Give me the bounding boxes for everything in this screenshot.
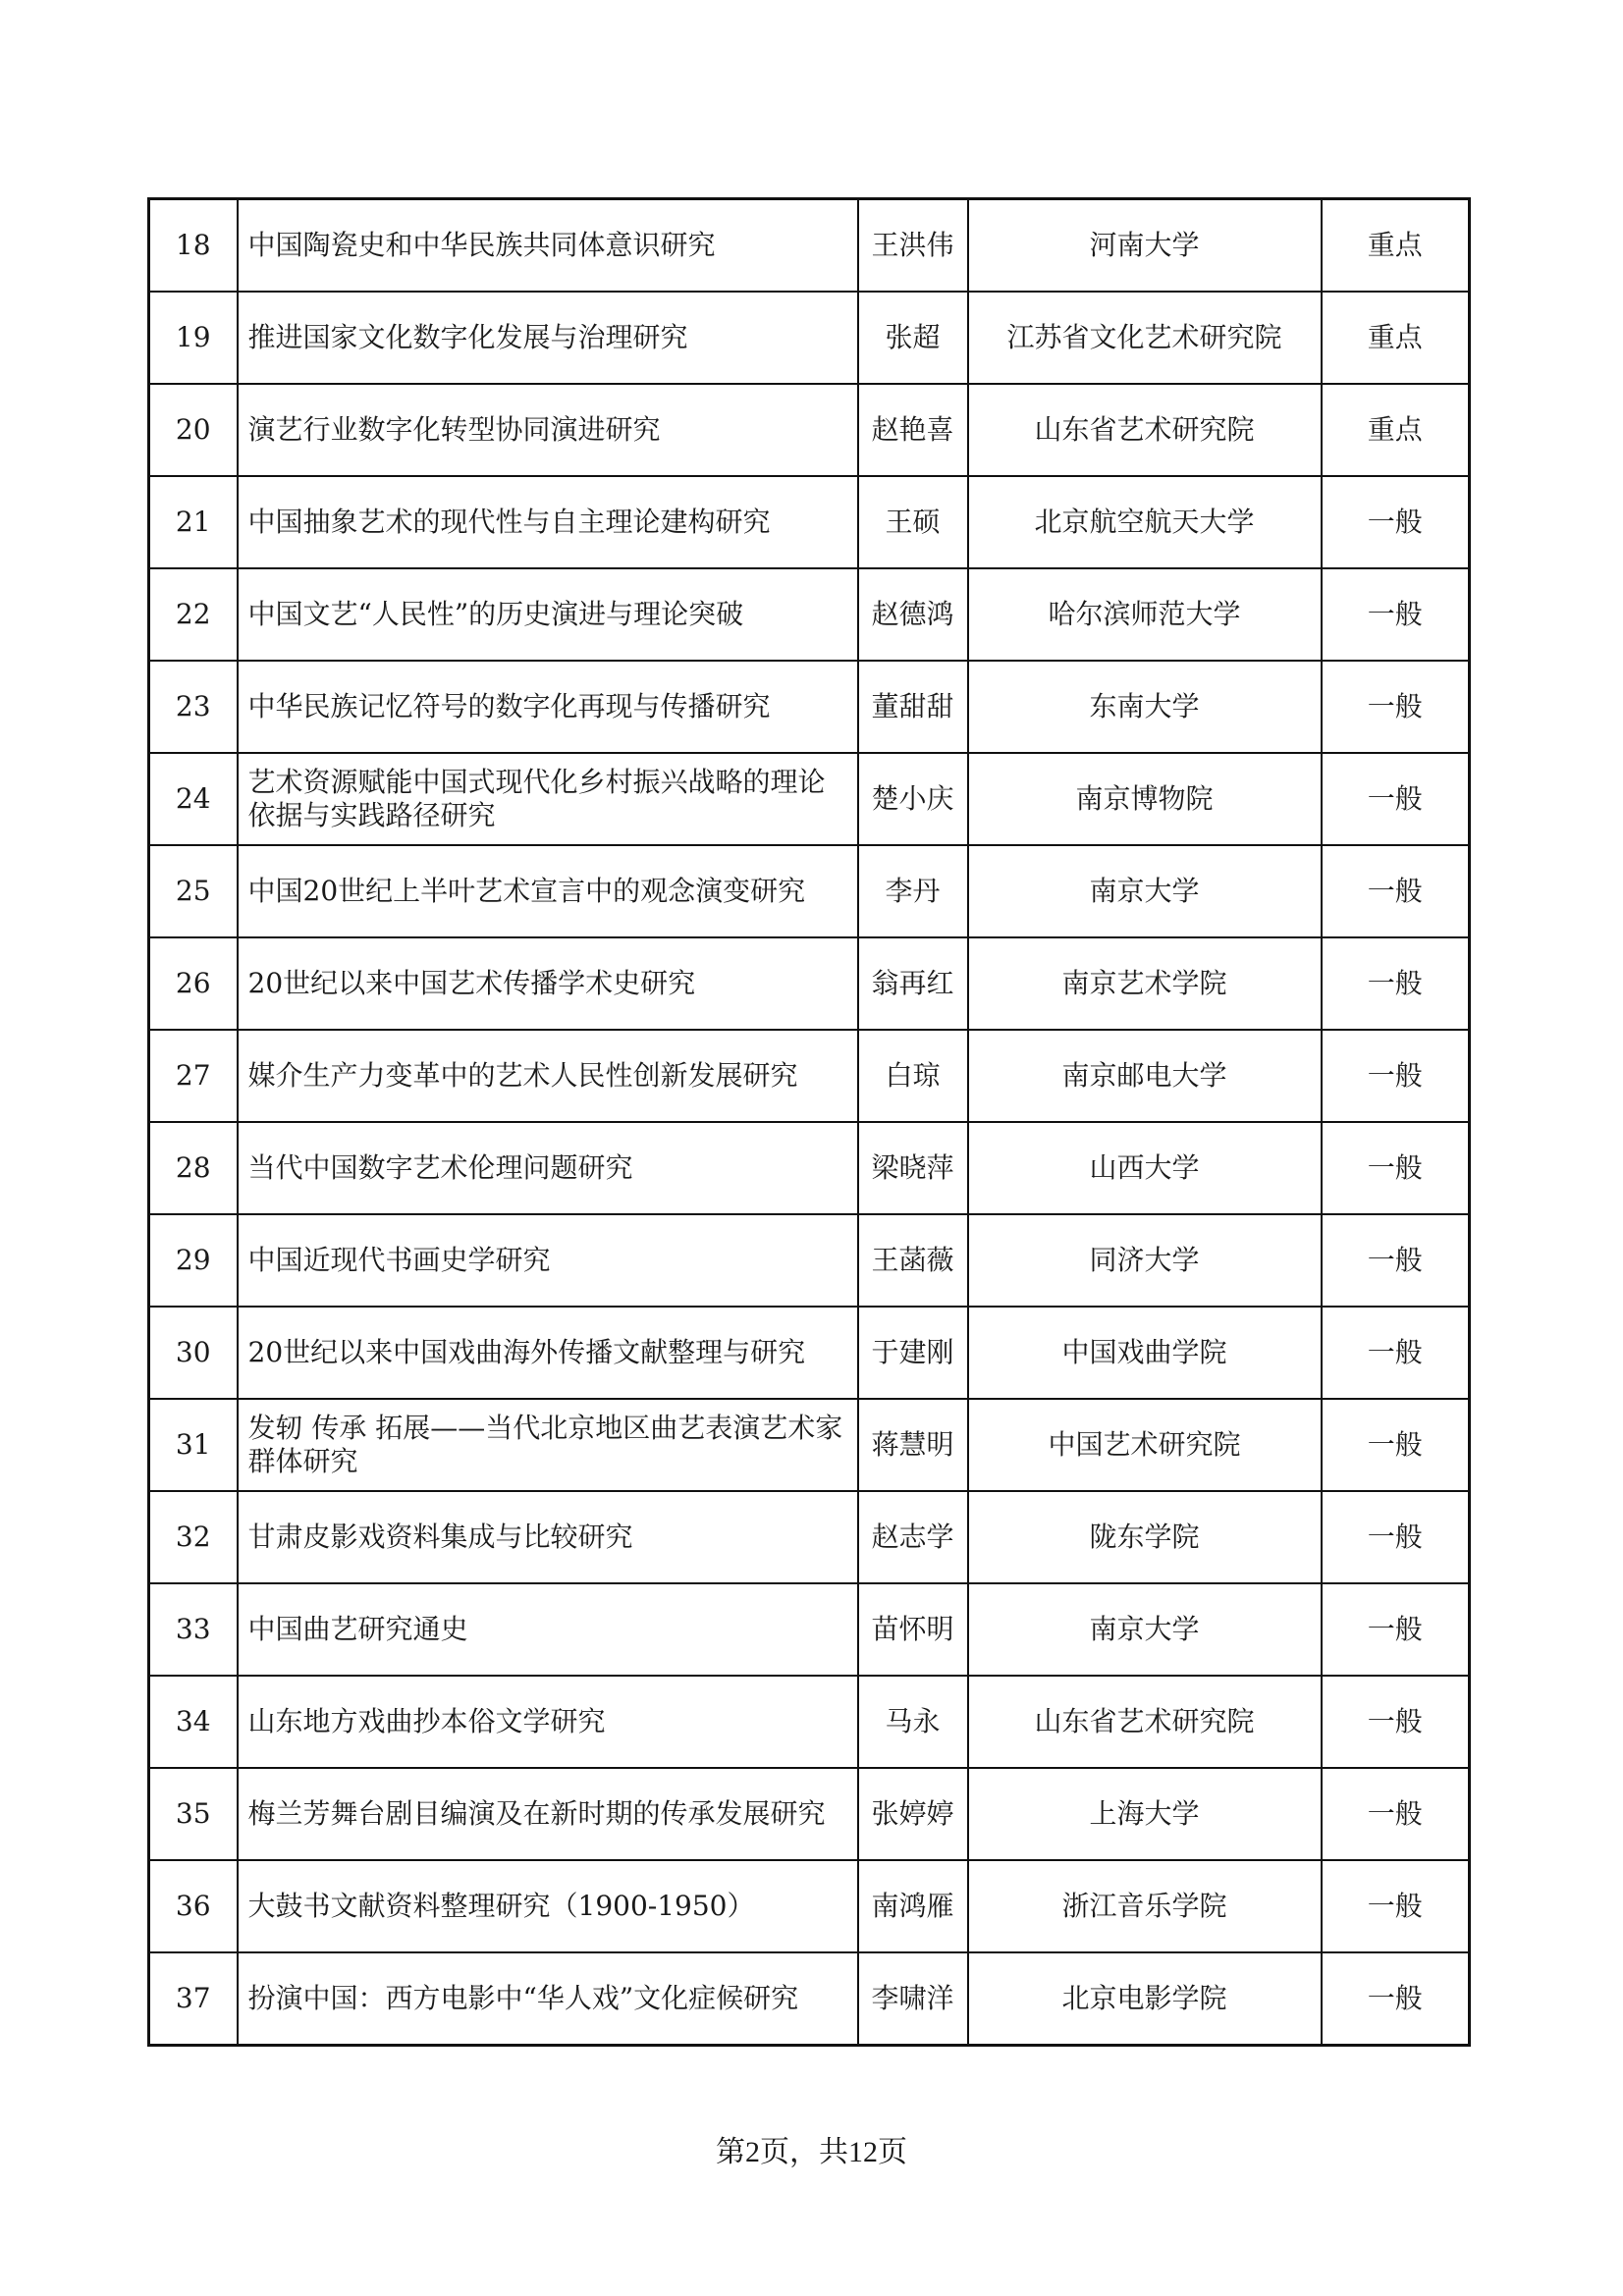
row-number-cell: [149, 1030, 238, 1122]
institution: 上海大学: [1089, 1797, 1200, 1830]
row-number-cell: [149, 1491, 238, 1583]
principal-investigator-cell: [858, 845, 968, 937]
institution-cell: [968, 937, 1322, 1030]
institution-cell: [968, 1583, 1322, 1676]
row-number: 19: [175, 321, 211, 353]
project-title-cell: [238, 1952, 858, 2046]
project-category: 一般: [1367, 967, 1423, 999]
project-category-cell: [1322, 199, 1470, 293]
row-number-cell: [149, 384, 238, 476]
project-category: 重点: [1367, 321, 1423, 353]
institution-cell: [968, 661, 1322, 753]
table-row: [149, 568, 1470, 661]
institution: 江苏省文化艺术研究院: [1006, 321, 1282, 353]
table-row: [149, 1768, 1470, 1860]
row-number: 31: [175, 1428, 211, 1461]
row-number-cell: [149, 568, 238, 661]
project-category-cell: [1322, 1214, 1470, 1307]
row-number-cell: [149, 1214, 238, 1307]
row-number: 36: [175, 1890, 211, 1922]
project-category-cell: [1322, 661, 1470, 753]
project-category-cell: [1322, 1491, 1470, 1583]
row-number-cell: [149, 753, 238, 845]
principal-investigator: 赵艳喜: [871, 413, 954, 446]
principal-investigator: 张婷婷: [871, 1797, 954, 1830]
page-number-label: 第2页，共12页: [716, 2136, 907, 2168]
project-category-cell: [1322, 1768, 1470, 1860]
table-row: [149, 476, 1470, 568]
table-row: [149, 1122, 1470, 1214]
row-number: 23: [175, 690, 211, 722]
project-category: 一般: [1367, 1336, 1423, 1368]
project-category-cell: [1322, 1952, 1470, 2046]
project-title: 推进国家文化数字化发展与治理研究: [247, 321, 688, 353]
project-title: 中国曲艺研究通史: [247, 1613, 468, 1645]
project-category-cell: [1322, 753, 1470, 845]
institution: 河南大学: [1089, 229, 1200, 261]
project-title-cell: [238, 1307, 858, 1399]
row-number-cell: [149, 292, 238, 384]
row-number: 24: [175, 782, 211, 815]
principal-investigator: 梁晓萍: [871, 1151, 954, 1184]
project-title: 中国陶瓷史和中华民族共同体意识研究: [247, 229, 716, 261]
principal-investigator: 南鸿雁: [871, 1890, 954, 1922]
row-number-cell: [149, 476, 238, 568]
principal-investigator: 王菡薇: [871, 1244, 954, 1276]
project-title-cell: [238, 1030, 858, 1122]
principal-investigator: 张超: [885, 321, 941, 353]
institution-cell: [968, 1030, 1322, 1122]
project-category: 一般: [1367, 1797, 1423, 1830]
row-number-cell: [149, 1399, 238, 1491]
project-title-cell: [238, 937, 858, 1030]
project-title-cell: [238, 568, 858, 661]
principal-investigator: 李丹: [885, 875, 941, 907]
project-title: 中国抽象艺术的现代性与自主理论建构研究: [247, 506, 771, 538]
page-footer: [0, 2127, 1623, 2170]
principal-investigator-cell: [858, 753, 968, 845]
project-category: 一般: [1367, 1151, 1423, 1184]
project-category-cell: [1322, 384, 1470, 476]
institution: 南京大学: [1089, 1613, 1200, 1645]
project-title: 梅兰芳舞台剧目编演及在新时期的传承发展研究: [247, 1797, 826, 1830]
project-title-cell: [238, 1676, 858, 1768]
principal-investigator: 苗怀明: [871, 1613, 954, 1645]
row-number: 22: [175, 598, 211, 630]
institution-cell: [968, 845, 1322, 937]
project-category: 一般: [1367, 1890, 1423, 1922]
row-number-cell: [149, 661, 238, 753]
project-title: 演艺行业数字化转型协同演进研究: [247, 413, 661, 446]
table-row: [149, 384, 1470, 476]
institution: 南京大学: [1089, 875, 1200, 907]
project-category-cell: [1322, 292, 1470, 384]
principal-investigator: 董甜甜: [871, 690, 954, 722]
row-number: 37: [175, 1982, 211, 2014]
project-category: 一般: [1367, 506, 1423, 538]
principal-investigator-cell: [858, 292, 968, 384]
institution: 山西大学: [1089, 1151, 1200, 1184]
row-number: 28: [175, 1151, 211, 1184]
principal-investigator-cell: [858, 568, 968, 661]
principal-investigator-cell: [858, 937, 968, 1030]
row-number: 34: [175, 1705, 211, 1737]
institution-cell: [968, 1860, 1322, 1952]
project-table: [147, 197, 1471, 2047]
table-row: [149, 1030, 1470, 1122]
institution: 中国艺术研究院: [1048, 1428, 1241, 1461]
project-category-cell: [1322, 1307, 1470, 1399]
row-number: 32: [175, 1521, 211, 1553]
project-category: 一般: [1367, 875, 1423, 907]
table-row: [149, 661, 1470, 753]
project-title: 甘肃皮影戏资料集成与比较研究: [247, 1521, 633, 1553]
project-title-cell: [238, 845, 858, 937]
project-table-body: [149, 199, 1470, 2046]
project-title-cell: [238, 1122, 858, 1214]
project-title: 中国20世纪上半叶艺术宣言中的观念演变研究: [247, 875, 806, 907]
principal-investigator: 赵德鸿: [871, 598, 954, 630]
institution-cell: [968, 1676, 1322, 1768]
row-number-cell: [149, 937, 238, 1030]
row-number: 27: [175, 1059, 211, 1092]
principal-investigator-cell: [858, 384, 968, 476]
project-title: 山东地方戏曲抄本俗文学研究: [247, 1705, 606, 1737]
institution: 浙江音乐学院: [1061, 1890, 1227, 1922]
principal-investigator: 白琼: [885, 1059, 941, 1092]
principal-investigator-cell: [858, 1399, 968, 1491]
project-category: 一般: [1367, 598, 1423, 630]
principal-investigator: 王洪伟: [871, 229, 954, 261]
row-number: 33: [175, 1613, 211, 1645]
project-title: 当代中国数字艺术伦理问题研究: [247, 1151, 633, 1184]
row-number: 18: [175, 229, 211, 261]
principal-investigator-cell: [858, 1860, 968, 1952]
project-title: 20世纪以来中国艺术传播学术史研究: [247, 967, 696, 999]
principal-investigator: 王硕: [885, 506, 941, 538]
principal-investigator-cell: [858, 1214, 968, 1307]
project-category-cell: [1322, 1676, 1470, 1768]
institution: 南京邮电大学: [1061, 1059, 1227, 1092]
institution-cell: [968, 476, 1322, 568]
row-number-cell: [149, 1768, 238, 1860]
institution-cell: [968, 1399, 1322, 1491]
project-title-cell: [238, 476, 858, 568]
row-number: 21: [175, 506, 211, 538]
table-row: [149, 292, 1470, 384]
project-title-cell: [238, 199, 858, 293]
project-title-cell: [238, 1768, 858, 1860]
project-title-cell: [238, 384, 858, 476]
institution: 北京电影学院: [1061, 1982, 1227, 2014]
project-title: 20世纪以来中国戏曲海外传播文献整理与研究: [247, 1336, 806, 1368]
project-title-cell: [238, 292, 858, 384]
principal-investigator: 赵志学: [871, 1521, 954, 1553]
institution: 同济大学: [1089, 1244, 1200, 1276]
table-row: [149, 199, 1470, 293]
principal-investigator: 蒋慧明: [871, 1428, 954, 1461]
principal-investigator-cell: [858, 1122, 968, 1214]
principal-investigator: 于建刚: [871, 1336, 954, 1368]
institution: 北京航空航天大学: [1034, 506, 1255, 538]
table-row: [149, 1583, 1470, 1676]
table-row: [149, 1214, 1470, 1307]
principal-investigator-cell: [858, 661, 968, 753]
project-category: 一般: [1367, 1613, 1423, 1645]
principal-investigator-cell: [858, 1491, 968, 1583]
institution-cell: [968, 1491, 1322, 1583]
principal-investigator-cell: [858, 1952, 968, 2046]
project-title: 发轫 传承 拓展——当代北京地区曲艺表演艺术家群体研究: [247, 1412, 843, 1477]
project-title-cell: [238, 1399, 858, 1491]
institution: 哈尔滨师范大学: [1048, 598, 1241, 630]
project-category-cell: [1322, 937, 1470, 1030]
table-row: [149, 1860, 1470, 1952]
principal-investigator-cell: [858, 1676, 968, 1768]
project-category-cell: [1322, 845, 1470, 937]
institution: 东南大学: [1089, 690, 1200, 722]
institution-cell: [968, 292, 1322, 384]
principal-investigator: 马永: [885, 1705, 941, 1737]
project-title: 媒介生产力变革中的艺术人民性创新发展研究: [247, 1059, 798, 1092]
project-title: 中国文艺“人民性”的历史演进与理论突破: [247, 598, 744, 630]
principal-investigator-cell: [858, 1583, 968, 1676]
principal-investigator-cell: [858, 1307, 968, 1399]
project-category-cell: [1322, 1860, 1470, 1952]
principal-investigator: 翁再红: [871, 967, 954, 999]
project-title-cell: [238, 1491, 858, 1583]
project-category: 一般: [1367, 1705, 1423, 1737]
row-number: 26: [175, 967, 211, 999]
table-row: [149, 1491, 1470, 1583]
row-number-cell: [149, 1676, 238, 1768]
row-number: 25: [175, 875, 211, 907]
project-category: 一般: [1367, 1059, 1423, 1092]
table-row: [149, 1952, 1470, 2046]
project-category: 一般: [1367, 690, 1423, 722]
institution-cell: [968, 1768, 1322, 1860]
project-title: 中华民族记忆符号的数字化再现与传播研究: [247, 690, 771, 722]
institution-cell: [968, 753, 1322, 845]
project-title-cell: [238, 1214, 858, 1307]
project-category: 一般: [1367, 1521, 1423, 1553]
table-row: [149, 845, 1470, 937]
institution: 山东省艺术研究院: [1034, 1705, 1255, 1737]
project-category: 重点: [1367, 229, 1423, 261]
row-number-cell: [149, 1860, 238, 1952]
project-title-cell: [238, 753, 858, 845]
principal-investigator-cell: [858, 1768, 968, 1860]
institution-cell: [968, 1122, 1322, 1214]
row-number-cell: [149, 199, 238, 293]
institution: 南京博物院: [1075, 782, 1214, 815]
project-category: 一般: [1367, 1982, 1423, 2014]
project-category-cell: [1322, 568, 1470, 661]
project-category-cell: [1322, 1122, 1470, 1214]
institution: 陇东学院: [1089, 1521, 1200, 1553]
row-number: 29: [175, 1244, 211, 1276]
row-number: 35: [175, 1797, 211, 1830]
institution-cell: [968, 384, 1322, 476]
row-number-cell: [149, 1122, 238, 1214]
project-title-cell: [238, 1583, 858, 1676]
institution: 中国戏曲学院: [1061, 1336, 1227, 1368]
institution-cell: [968, 199, 1322, 293]
row-number: 30: [175, 1336, 211, 1368]
table-row: [149, 1676, 1470, 1768]
project-title: 中国近现代书画史学研究: [247, 1244, 551, 1276]
project-category: 重点: [1367, 413, 1423, 446]
principal-investigator: 楚小庆: [871, 782, 954, 815]
row-number-cell: [149, 845, 238, 937]
principal-investigator-cell: [858, 199, 968, 293]
project-category: 一般: [1367, 1244, 1423, 1276]
project-category: 一般: [1367, 1428, 1423, 1461]
project-title-cell: [238, 661, 858, 753]
project-title-cell: [238, 1860, 858, 1952]
principal-investigator-cell: [858, 1030, 968, 1122]
table-row: [149, 937, 1470, 1030]
table-row: [149, 753, 1470, 845]
row-number-cell: [149, 1583, 238, 1676]
principal-investigator-cell: [858, 476, 968, 568]
principal-investigator: 李啸洋: [871, 1982, 954, 2014]
project-title: 扮演中国：西方电影中“华人戏”文化症候研究: [247, 1982, 799, 2014]
project-category: 一般: [1367, 782, 1423, 815]
table-row: [149, 1307, 1470, 1399]
project-title: 艺术资源赋能中国式现代化乡村振兴战略的理论依据与实践路径研究: [247, 766, 826, 831]
project-category-cell: [1322, 1399, 1470, 1491]
institution-cell: [968, 568, 1322, 661]
project-category-cell: [1322, 476, 1470, 568]
project-category-cell: [1322, 1583, 1470, 1676]
institution-cell: [968, 1214, 1322, 1307]
row-number-cell: [149, 1307, 238, 1399]
project-category-cell: [1322, 1030, 1470, 1122]
institution: 南京艺术学院: [1061, 967, 1227, 999]
institution: 山东省艺术研究院: [1034, 413, 1255, 446]
institution-cell: [968, 1952, 1322, 2046]
row-number: 20: [175, 413, 211, 446]
institution-cell: [968, 1307, 1322, 1399]
row-number-cell: [149, 1952, 238, 2046]
table-row: [149, 1399, 1470, 1491]
project-title: 大鼓书文献资料整理研究（1900-1950）: [247, 1890, 755, 1922]
